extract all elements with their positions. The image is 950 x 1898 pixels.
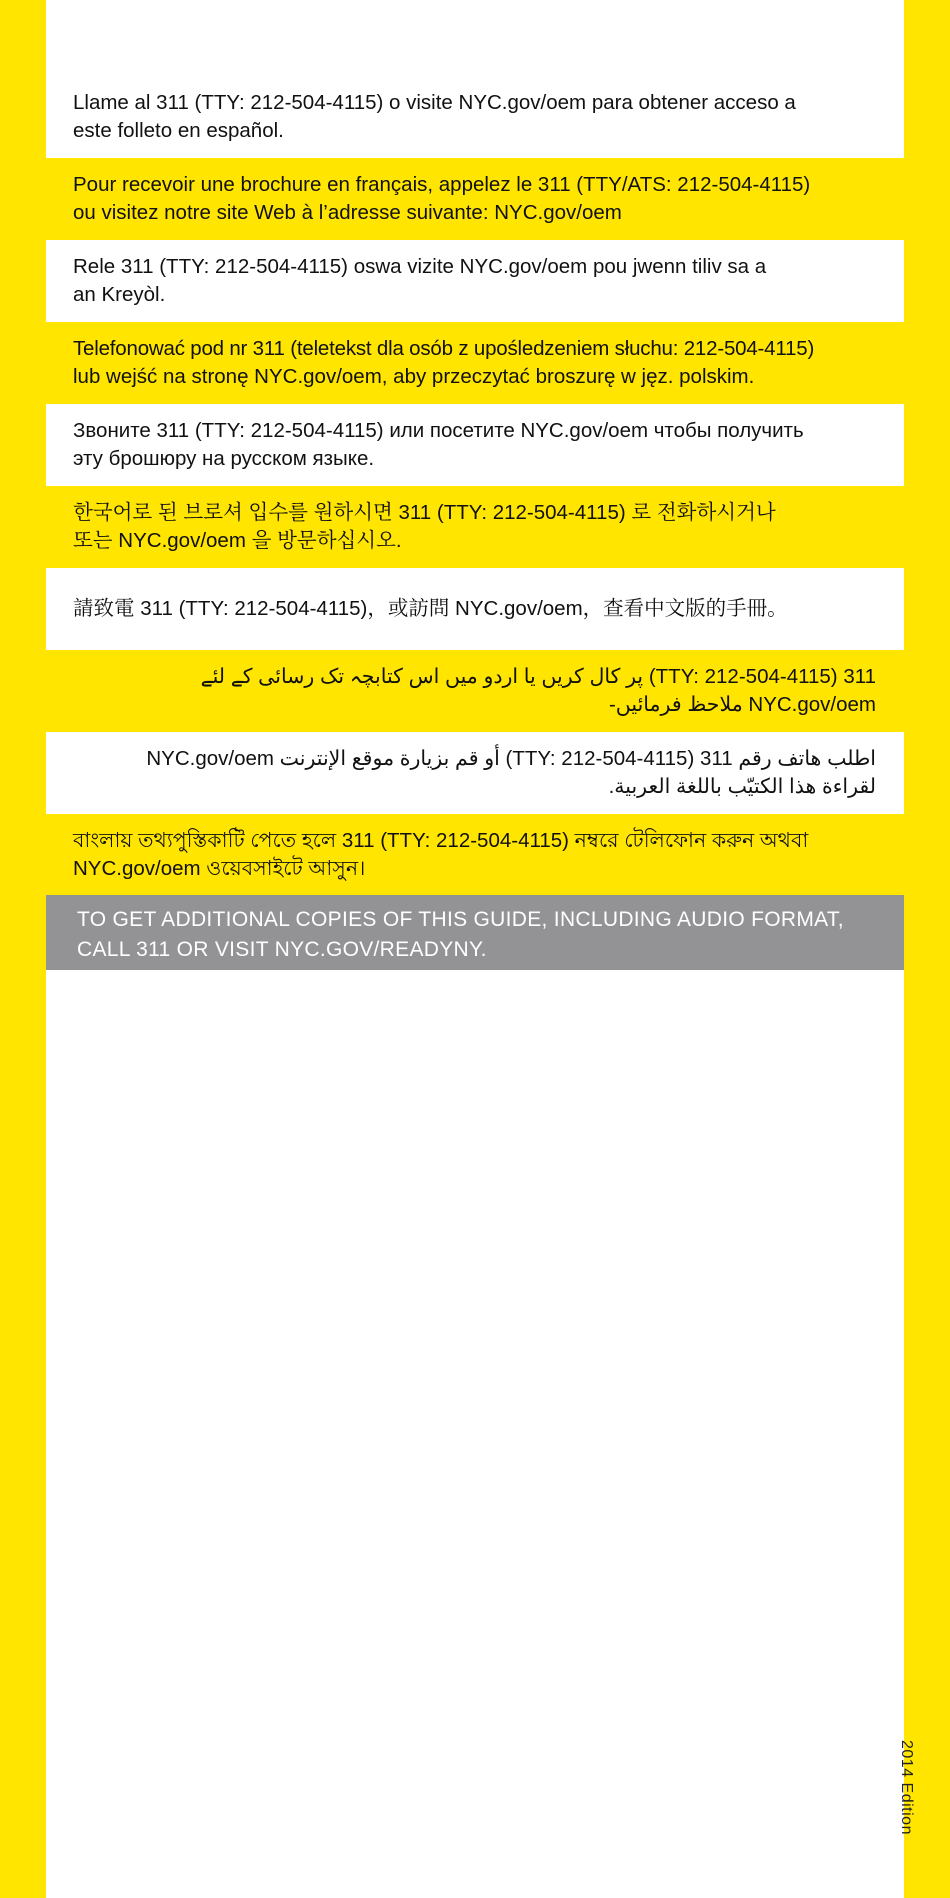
language-notice-haitian-creole — [46, 240, 904, 322]
notice-line: لقراءة هذا الكتيّب باللغة العربية. — [608, 775, 876, 798]
notice-line: an Kreyòl. — [73, 283, 166, 306]
language-notice-arabic — [46, 732, 904, 814]
language-notice-spanish — [46, 76, 904, 158]
notice-line: 311 (TTY: 212-504-4115) پر کال کریں یا اردو میں اس کتابچہ تک رسائی کے لئے — [200, 665, 876, 688]
notice-line: 또는 NYC.gov/oem 을 방문하십시오. — [73, 529, 402, 552]
notice-line: Rele 311 (TTY: 212-504-4115) oswa vizite NYC.gov/oem pou jwenn tiliv sa a — [73, 255, 767, 278]
notice-line: Llame al 311 (TTY: 212-504-4115) o visite NYC.gov/oem para obtener acceso a — [73, 91, 796, 114]
brochure-page — [46, 0, 904, 1898]
language-notice-bengali — [46, 814, 904, 895]
language-notice-russian — [46, 404, 904, 486]
notice-line: Звоните 311 (TTY: 212-504-4115) или посетите NYC.gov/oem чтобы получить — [73, 419, 804, 442]
language-notice-chinese — [46, 568, 904, 650]
notice-line: este folleto en español. — [73, 119, 284, 142]
notice-line: NYC.gov/oem ملاحظ فرمائیں- — [608, 693, 876, 716]
notice-line: Telefonować pod nr 311 (teletekst dla osób z upośledzeniem słuchu: 212-504-4115) — [73, 337, 815, 360]
additional-copies-banner — [46, 895, 904, 970]
edition-label: 2014 Edition — [898, 1740, 915, 1835]
notice-line: NYC.gov/oem ওয়েবসাইটে আসুন। — [73, 856, 366, 880]
notice-line: 請致電 311 (TTY: 212-504-4115)，或訪問 NYC.gov/oem，查看中文版的手冊。 — [73, 597, 788, 620]
notice-line: বাংলায় তথ্যপুস্তিকাটি পেতে হলে 311 (TTY: 212-504-4115) নম্বরে টেলিফোন করুন অথবা — [73, 828, 809, 852]
language-notice-korean — [46, 486, 904, 568]
banner-line: TO GET ADDITIONAL COPIES OF THIS GUIDE, INCLUDING AUDIO FORMAT, — [77, 908, 844, 931]
language-notice-french — [46, 158, 904, 240]
notice-line: эту брошюру на русском языке. — [73, 447, 375, 470]
notice-line: ou visitez notre site Web à l’adresse suivante: NYC.gov/oem — [73, 201, 622, 224]
notice-line: اطلب هاتف رقم 311 (TTY: 212-504-4115) أو قم بزيارة موقع الإنترنت NYC.gov/oem — [146, 747, 876, 770]
language-notice-urdu — [46, 650, 904, 732]
banner-line: CALL 311 OR VISIT NYC.GOV/READYNY. — [77, 938, 487, 961]
notice-line: lub wejść na stronę NYC.gov/oem, aby przeczytać broszurę w jęz. polskim. — [73, 365, 755, 388]
language-notice-polish — [46, 322, 904, 404]
notice-line: Pour recevoir une brochure en français, appelez le 311 (TTY/ATS: 212-504-4115) — [73, 173, 811, 196]
notice-line: 한국어로 된 브로셔 입수를 원하시면 311 (TTY: 212-504-4115) 로 전화하시거나 — [73, 501, 776, 524]
